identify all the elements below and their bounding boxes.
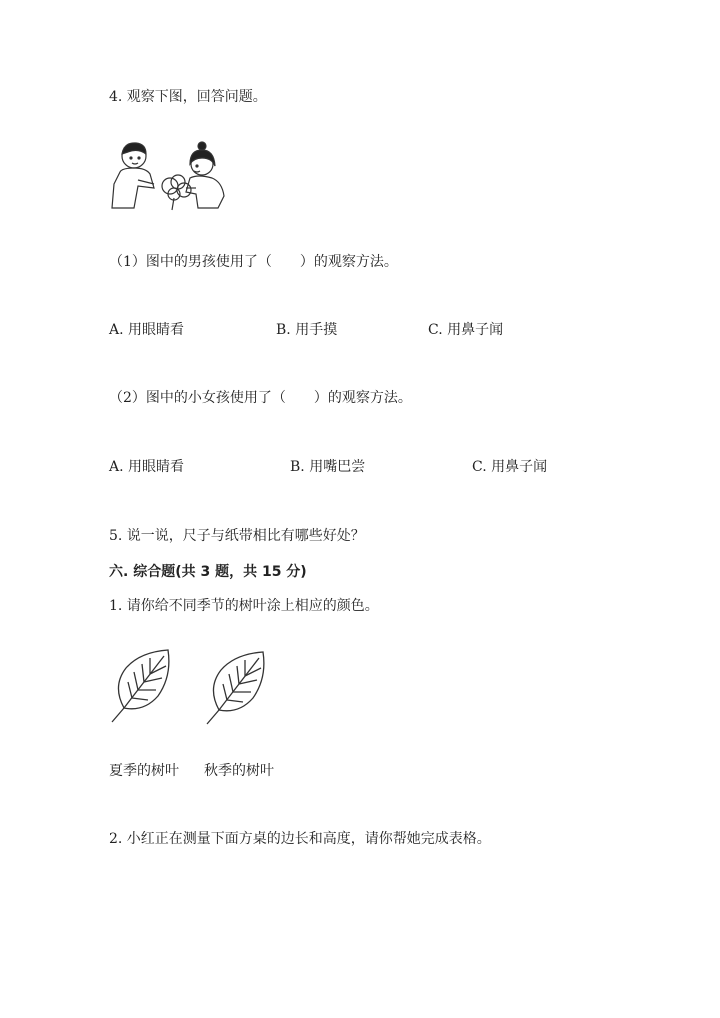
summer-leaf-icon (110, 646, 174, 724)
autumn-leaf-caption: 秋季的树叶 (204, 763, 274, 779)
autumn-leaf-icon (205, 648, 269, 726)
sub1-option-c[interactable]: C. 用鼻子闻 (428, 322, 504, 338)
sub1-option-a[interactable]: A. 用眼睛看 (109, 322, 185, 338)
section-6-question-2: 2. 小红正在测量下面方桌的边长和高度，请你帮她完成表格。 (109, 831, 491, 847)
question-5-title: 5. 说一说，尺子与纸带相比有哪些好处？ (109, 528, 365, 544)
question-4-sub1: （1）图中的男孩使用了（ ）的观察方法。 (109, 254, 398, 270)
sub2-option-b[interactable]: B. 用嘴巴尝 (290, 459, 366, 475)
sub2-option-a[interactable]: A. 用眼睛看 (109, 459, 185, 475)
sub2-option-c[interactable]: C. 用鼻子闻 (472, 459, 548, 475)
question-4-sub2: （2）图中的小女孩使用了（ ）的观察方法。 (109, 390, 412, 406)
sub1-option-b[interactable]: B. 用手摸 (276, 322, 338, 338)
children-illustration (108, 138, 234, 212)
section-6-question-1: 1. 请你给不同季节的树叶涂上相应的颜色。 (109, 598, 379, 614)
question-4-title: 4. 观察下图，回答问题。 (109, 89, 267, 105)
summer-leaf-caption: 夏季的树叶 (109, 763, 179, 779)
section-6-heading: 六. 综合题(共 3 题，共 15 分) (109, 564, 307, 580)
